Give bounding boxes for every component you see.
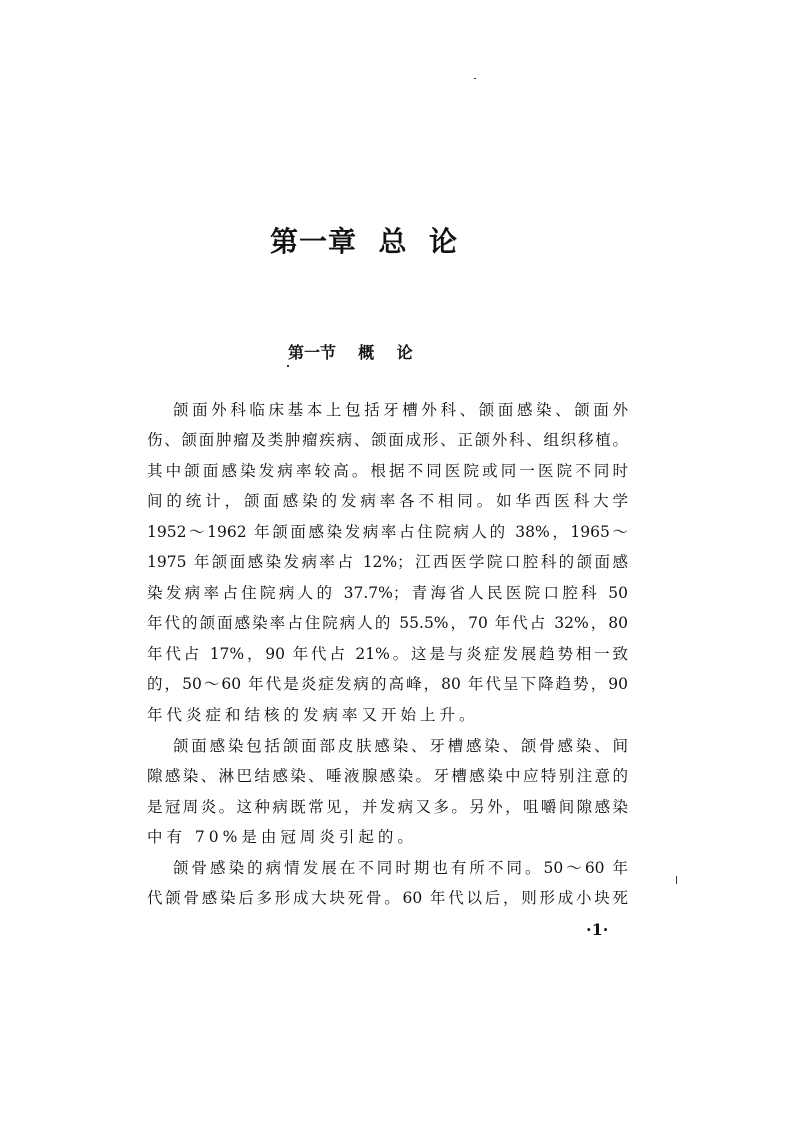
scan-speck [474, 78, 476, 79]
text-line: 中有 70%是由冠周炎引起的。 [147, 828, 417, 846]
text-line: 的，50～60 年代是炎症发病的高峰，80 年代呈下降趋势，90 [147, 675, 628, 693]
text-line: 年代的颌面感染率占住院病人的 55.5%，70 年代占 32%，80 [147, 614, 628, 632]
text-line: 1975 年颌面感染发病率占 12%；江西医学院口腔科的颌面感 [147, 553, 628, 571]
page-number: ·1· [586, 920, 609, 939]
section-title: 第一节 概 论 [288, 343, 413, 362]
scan-speck [676, 876, 677, 884]
text-line: 伤、颌面肿瘤及类肿瘤疾病、颌面成形、正颌外科、组织移植。 [147, 431, 628, 449]
text-line: 颌面外科临床基本上包括牙槽外科、颌面感染、颌面外 [173, 401, 628, 419]
chapter-title: 第一章 总 论 [270, 225, 458, 258]
text-line: 是冠周炎。这种病既常见，并发病又多。另外，咀嚼间隙感染 [147, 798, 628, 816]
text-line: 其中颌面感染发病率较高。根据不同医院或同一医院不同时 [147, 462, 628, 480]
text-line: 年代炎症和结核的发病率又开始上升。 [147, 706, 479, 724]
scan-speck [287, 365, 289, 367]
text-line: 年代占 17%，90 年代占 21%。这是与炎症发展趋势相一致 [147, 645, 628, 663]
text-line: 颌面感染包括颌面部皮肤感染、牙槽感染、颌骨感染、间 [173, 737, 628, 755]
text-line: 代颌骨感染后多形成大块死骨。60 年代以后，则形成小块死 [147, 889, 628, 907]
text-line: 1952～1962 年颌面感染发病率占住院病人的 38%，1965～ [147, 523, 628, 541]
text-line: 间的统计，颌面感染的发病率各不相同。如华西医科大学 [147, 492, 628, 510]
text-line: 颌骨感染的病情发展在不同时期也有所不同。50～60 年 [173, 859, 628, 877]
text-line: 隙感染、淋巴结感染、唾液腺感染。牙槽感染中应特别注意的 [147, 767, 628, 785]
text-line: 染发病率占住院病人的 37.7%；青海省人民医院口腔科 50 [147, 584, 628, 602]
